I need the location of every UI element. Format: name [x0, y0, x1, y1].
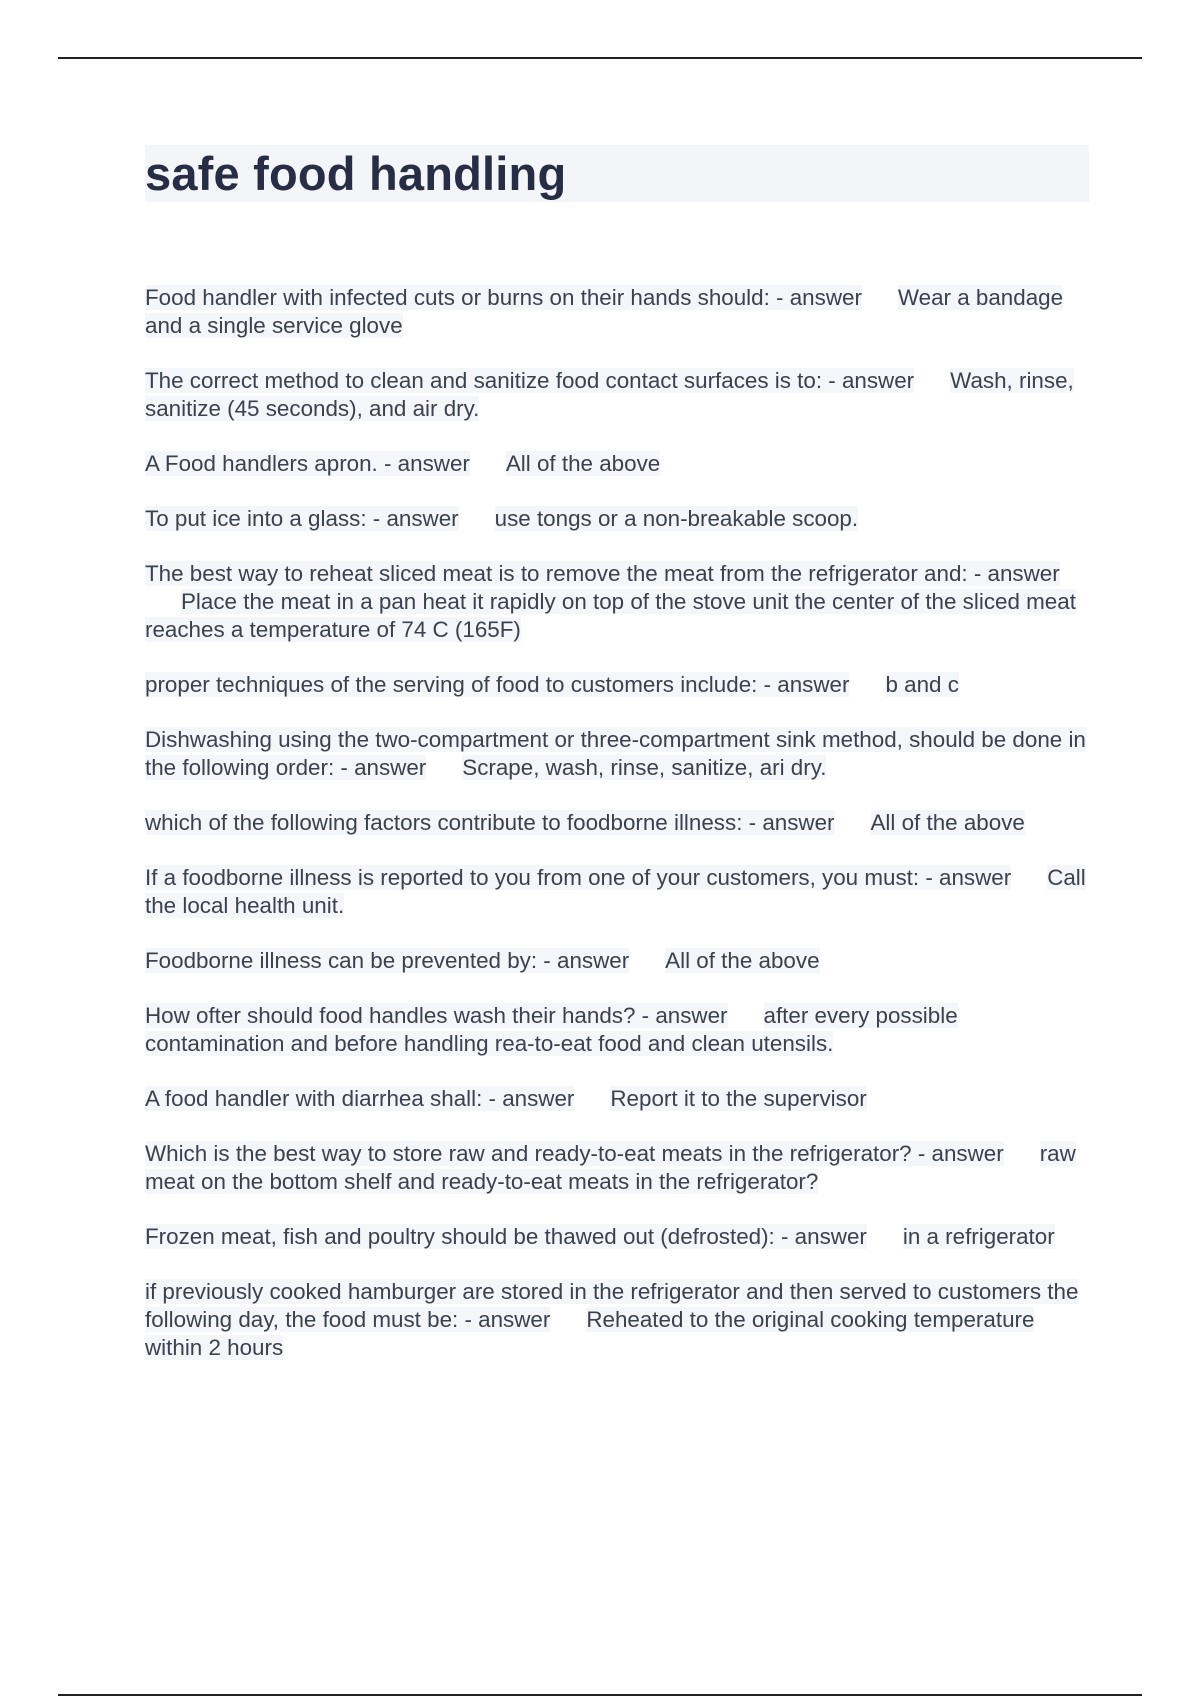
answer-text: Wash, rinse, sanitize (45 seconds), and air dry.	[145, 368, 1074, 421]
qa-item	[145, 809, 1090, 837]
page-title: safe food handling	[145, 147, 567, 200]
question-text: if previously cooked hamburger are stored in the refrigerator and then served to customers the following day, the food must be: - answer	[145, 1279, 1079, 1332]
question-text: If a foodborne illness is reported to you from one of your customers, you must: - answer	[145, 865, 1012, 890]
answer-text: Scrape, wash, rinse, sanitize, ari dry.	[462, 755, 827, 780]
qa-item	[145, 367, 1090, 423]
qa-item	[145, 864, 1090, 920]
answer-text: All of the above	[870, 810, 1025, 835]
qa-item	[145, 560, 1090, 644]
answer-text: Place the meat in a pan heat it rapidly on top of the stove unit the center of the sliced meat reaches a temperature of 74 C (165F)	[145, 589, 1076, 642]
qa-item	[145, 1085, 1090, 1113]
answer-text: use tongs or a non-breakable scoop.	[494, 506, 859, 531]
qa-item	[145, 1002, 1090, 1058]
qa-item	[145, 726, 1090, 782]
qa-item	[145, 1278, 1090, 1362]
answer-text: raw meat on the bottom shelf and ready-to-eat meats in the refrigerator?	[145, 1141, 1076, 1194]
footer-rule	[58, 1694, 1142, 1696]
question-text: Dishwashing using the two-compartment or three-compartment sink method, should be done in the following order: - answer	[145, 727, 1086, 780]
question-text: Foodborne illness can be prevented by: - answer	[145, 948, 630, 973]
qa-item	[145, 284, 1090, 340]
qa-list	[145, 284, 1090, 1389]
question-text: How ofter should food handles wash their hands? - answer	[145, 1003, 728, 1028]
answer-text: All of the above	[505, 451, 661, 476]
qa-item	[145, 505, 1090, 533]
question-text: Which is the best way to store raw and ready-to-eat meats in the refrigerator? - answer	[145, 1141, 1004, 1166]
qa-item	[145, 1140, 1090, 1196]
answer-text: Reheated to the original cooking temperature within 2 hours	[145, 1307, 1035, 1360]
answer-text: Report it to the supervisor	[610, 1086, 867, 1111]
answer-text: in a refrigerator	[902, 1224, 1055, 1249]
qa-item	[145, 947, 1090, 975]
answer-text: Call the local health unit.	[145, 865, 1086, 918]
question-text: which of the following factors contribute to foodborne illness: - answer	[145, 810, 835, 835]
question-text: A Food handlers apron. - answer	[145, 451, 470, 476]
question-text: To put ice into a glass: - answer	[145, 506, 459, 531]
header-rule	[58, 57, 1142, 59]
question-text: proper techniques of the serving of food to customers include: - answer	[145, 672, 850, 697]
question-text: The correct method to clean and sanitize food contact surfaces is to: - answer	[145, 368, 915, 393]
question-text: The best way to reheat sliced meat is to remove the meat from the refrigerator and: - answer	[145, 561, 1060, 586]
qa-item	[145, 1223, 1090, 1251]
question-text: A food handler with diarrhea shall: - answer	[145, 1086, 575, 1111]
answer-text: b and c	[885, 672, 959, 697]
answer-text: after every possible contamination and before handling rea-to-eat food and clean utensils.	[145, 1003, 958, 1056]
qa-item	[145, 671, 1090, 699]
qa-item	[145, 450, 1090, 478]
question-text: Food handler with infected cuts or burns on their hands should: - answer	[145, 285, 862, 310]
question-text: Frozen meat, fish and poultry should be thawed out (defrosted): - answer	[145, 1224, 867, 1249]
answer-text: All of the above	[665, 948, 820, 973]
answer-text: Wear a bandage and a single service glove	[145, 285, 1064, 338]
